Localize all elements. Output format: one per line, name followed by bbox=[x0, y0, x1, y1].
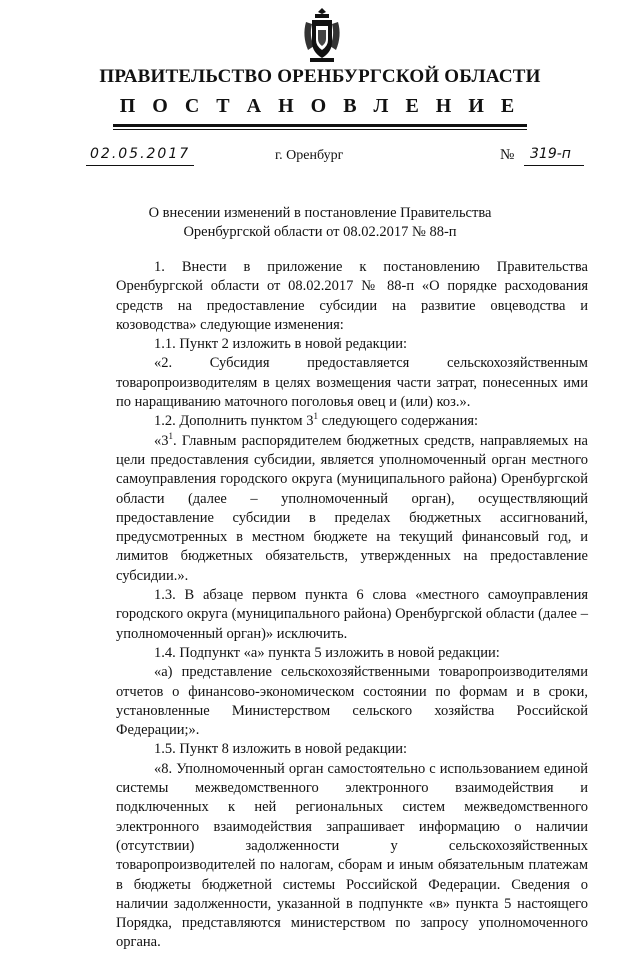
paragraph-text: следующего содержания: bbox=[317, 413, 479, 430]
coat-of-arms-emblem bbox=[300, 6, 344, 64]
number-sign: № bbox=[500, 147, 515, 163]
date-underline bbox=[86, 165, 194, 166]
decree-date: 02.05.2017 bbox=[90, 146, 191, 162]
decree-city: г. Оренбург bbox=[275, 148, 344, 163]
paragraph: «8. Уполномоченный орган самостоятельно с использованием единой системы межведомственного электронного взаимодействия и подключенных к ней региональных систем межведомственного электронного взаимодействия запрашивает информацию о наличии (отсутствии) задолженности у сельскохозяйственных товаропроизводителей по налогам, сборам и иным обязательным платежам в бюджеты бюджетной системы Российской Федерации. Сведения о наличии задолженности, указанной в подпункте «в» пункта 5 настоящего Порядка, представляются министерством по запросу уполномоченного органа. bbox=[116, 760, 588, 951]
paragraph: 1.5. Пункт 8 изложить в новой редакции: bbox=[154, 741, 408, 758]
decree-number: 319-п bbox=[530, 146, 571, 162]
number-underline bbox=[524, 165, 584, 166]
paragraph: «2. Субсидия предоставляется сельскохозяйственным товаропроизводителям в целях возмещения части затрат, понесенных ими по наращиванию маточного поголовья овец и (или) коз.». bbox=[116, 355, 588, 411]
paragraph: 1.1. Пункт 2 изложить в новой редакции: bbox=[154, 336, 408, 353]
decree-subject bbox=[0, 204, 640, 242]
paragraph: «а) представление сельскохозяйственными товаропроизводителями отчетов о финансово-экономическом состоянии по формам и в сроки, установленные Министерством сельского хозяйства Российской Федерации;». bbox=[116, 664, 588, 739]
document-type-title: П О С Т А Н О В Л Е Н И Е bbox=[119, 95, 521, 117]
paragraph bbox=[116, 432, 588, 586]
paragraph: 1.3. В абзаце первом пункта 6 слова «местного самоуправления городского округа (муниципального района) Оренбургской области (далее – уполномоченный орган)» исключить. bbox=[116, 587, 588, 642]
paragraph-text: «3 bbox=[154, 432, 169, 449]
paragraph-text: . Главным распорядителем бюджетных средств, направляемых на цели предоставления субсидии, является уполномоченный орган местного самоуправления городского округа (муниципального района) Оренбургской области (далее – уполномоченный орган), осуществляющий предоставление субсидии в пределах бюджетных ассигнований, предусмотренных в местном бюджете на текущий финансовый год, и лимитов бюджетных обязательств, утвержденных на предоставление субсидии.». bbox=[116, 432, 588, 584]
paragraph bbox=[116, 412, 588, 431]
subject-line-1: О внесении изменений в постановление Правительства bbox=[148, 205, 492, 221]
subject-line-2: Оренбургской области от 08.02.2017 № 88-п bbox=[183, 224, 457, 240]
paragraph-text: 1.2. Дополнить пунктом 3 bbox=[154, 413, 314, 430]
paragraph: 1. Внести в приложение к постановлению Правительства Оренбургской области от 08.02.2017 № 88-п «О порядке расходования средств на предоставление субсидии на развитие овцеводства и козоводства» следующие изменения: bbox=[116, 259, 588, 333]
superscript: 1 bbox=[168, 430, 173, 441]
superscript: 1 bbox=[313, 411, 318, 422]
paragraph: 1.4. Подпункт «а» пункта 5 изложить в новой редакции: bbox=[154, 644, 500, 661]
header-rule-thin bbox=[113, 129, 527, 130]
header-rule-thick bbox=[113, 124, 527, 127]
decree-body bbox=[116, 258, 588, 953]
government-title: ПРАВИТЕЛЬСТВО ОРЕНБУРГСКОЙ ОБЛАСТИ bbox=[99, 66, 541, 87]
